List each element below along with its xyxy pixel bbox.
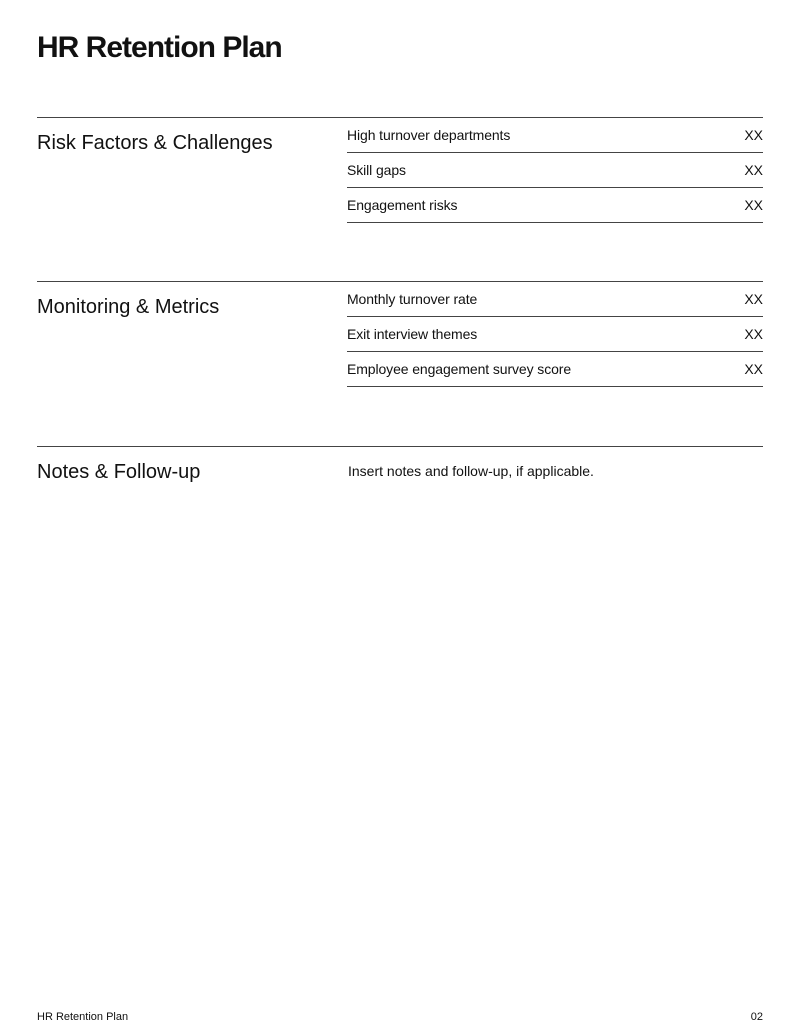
table-row [347, 282, 763, 317]
table-row [347, 153, 763, 188]
row-label: Monthly turnover rate [347, 291, 478, 307]
section-heading: Risk Factors & Challenges [37, 132, 273, 154]
page-number: 02 [750, 1011, 763, 1023]
row-value: XX [744, 291, 763, 307]
metrics-list [347, 282, 763, 387]
row-label: Exit interview themes [347, 326, 478, 342]
section-heading: Monitoring & Metrics [37, 296, 220, 318]
table-row [347, 352, 763, 387]
row-value: XX [744, 361, 763, 377]
notes-text: Insert notes and follow-up, if applicable. [348, 463, 594, 479]
row-value: XX [744, 326, 763, 342]
section-notes-follow-up [37, 446, 763, 507]
row-value: XX [744, 127, 763, 143]
footer-title: HR Retention Plan [37, 1011, 129, 1023]
section-heading: Notes & Follow-up [37, 461, 201, 483]
section-risk-factors [37, 117, 763, 228]
table-row [347, 317, 763, 352]
row-label: Engagement risks [347, 197, 458, 213]
row-label: High turnover departments [347, 127, 511, 143]
row-value: XX [744, 197, 763, 213]
row-label: Skill gaps [347, 162, 406, 178]
risk-factors-list [347, 118, 763, 223]
section-monitoring-metrics [37, 281, 763, 392]
table-row [347, 118, 763, 153]
row-value: XX [744, 162, 763, 178]
page-title: HR Retention Plan [37, 31, 282, 64]
table-row [347, 188, 763, 223]
row-label: Employee engagement survey score [347, 361, 572, 377]
